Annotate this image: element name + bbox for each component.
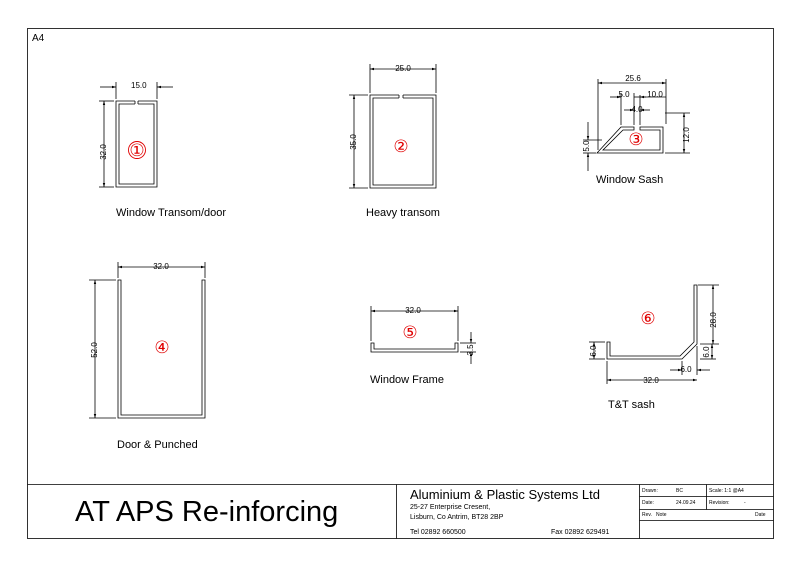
profile-6-caption: T&T sash [608,399,655,411]
profile-3-dim-a: 5.0 [618,90,630,99]
profile-2 [349,64,436,188]
profile-6 [589,285,719,384]
drawing-title: AT APS Re-inforcing [75,496,339,528]
company-address-2: Lisburn, Co Antrim, BT28 2BP [410,514,504,521]
profile-1-dim-height: 32.0 [99,144,108,160]
profile-3-dim-height: 12.0 [682,127,691,143]
scale-label: Scale: 1:1 @A4 [709,488,744,494]
company-fax: Fax 02892 629491 [551,529,610,536]
date-value: 24.09.24 [676,500,696,506]
profile-6-dim-foot: 6.0 [680,365,692,374]
profile-5 [371,306,476,364]
profile-1-caption: Window Transom/door [116,207,227,219]
profile-5-dim-height: 3.5 [466,344,475,356]
profile-3-number: ③ [628,130,644,149]
profile-3 [583,79,690,171]
date-column-label: Date [755,512,766,518]
company-address-1: 25-27 Enterprise Cresent, [410,504,491,511]
drawn-value: BC [676,488,683,494]
profile-4-dim-width: 32.0 [153,262,169,271]
profile-5-dim-width: 32.0 [405,306,421,315]
profile-3-dim-lip: 5.0 [582,140,591,152]
profile-6-dim-width: 32.0 [643,376,659,385]
profile-4-number: ④ [154,338,170,357]
company-name: Aluminium & Plastic Systems Ltd [410,487,601,502]
profile-6-dim-right-lip: 6.0 [702,346,711,358]
sheet-border [28,29,774,539]
date-label: Date: [642,500,654,506]
revision-label: Revision: [709,500,730,506]
note-column-label: Note [656,512,667,518]
profile-3-dim-width: 25.6 [625,74,641,83]
sheet-size-label: A4 [32,33,45,44]
profile-3-dim-b: 10.0 [647,90,663,99]
profile-4-caption: Door & Punched [117,439,198,451]
profile-5-caption: Window Frame [370,374,444,386]
profile-2-caption: Heavy transom [366,207,440,219]
company-tel: Tel 02892 660500 [410,529,466,536]
profile-6-dim-left-lip: 6.0 [589,345,598,357]
profile-3-caption: Window Sash [596,174,664,186]
profile-4 [89,262,205,418]
profile-5-number: ⑤ [402,323,418,342]
drawn-label: Drawn: [642,488,658,494]
profile-2-dim-width: 25.0 [395,64,411,73]
profile-4-dim-height: 52.0 [90,342,99,358]
revision-value: - [744,500,746,506]
profile-1 [99,82,173,187]
profile-1-dim-width: 15.0 [131,81,147,90]
profile-2-number: ② [393,137,409,156]
profile-6-dim-height: 28.0 [709,312,718,328]
profile-6-number: ⑥ [640,309,656,328]
profile-2-dim-height: 35.0 [349,134,358,150]
profile-3-dim-gap: 4.0 [631,105,643,114]
rev-column-label: Rev. [642,512,652,518]
profile-1-number: ① [129,141,145,160]
